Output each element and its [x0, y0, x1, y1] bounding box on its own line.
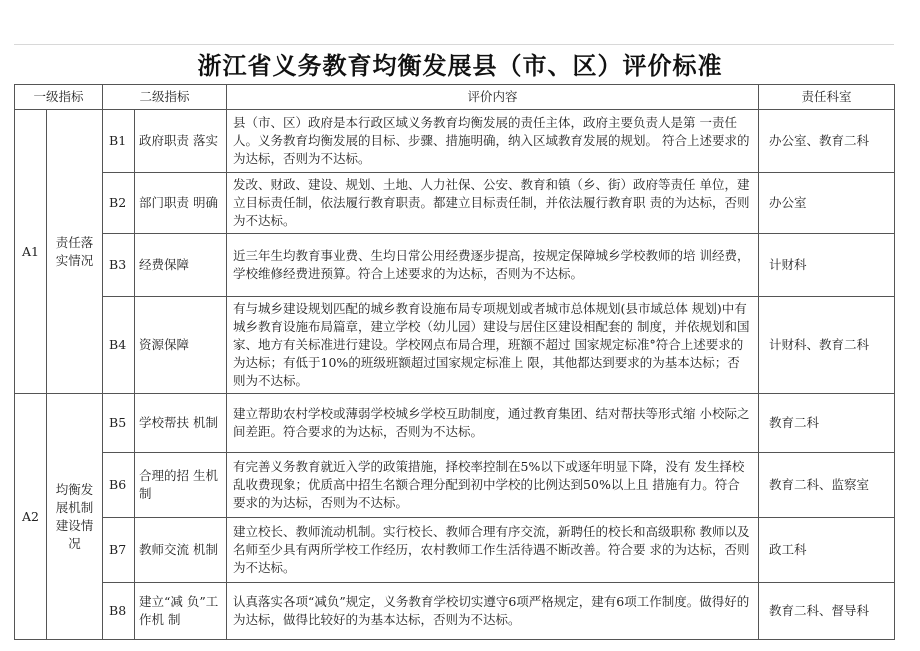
row-code: B6	[103, 453, 135, 518]
row-content: 近三年生均教育事业费、生均日常公用经费逐步提高，按规定保障城乡学校教师的培 训经费，学校维修经费进预算。符合上述要求的为达标，否则为不达标。	[227, 234, 759, 297]
row-name: 学校帮扶 机制	[135, 394, 227, 453]
row-name: 合理的招 生机制	[135, 453, 227, 518]
row-dept: 教育二科、督导科	[759, 583, 895, 640]
row-name: 部门职责 明确	[135, 173, 227, 234]
row-content: 建立帮助农村学校或薄弱学校城乡学校互助制度，通过教育集团、结对帮扶等形式缩 小校际之间差距。符合要求的为达标，否则为不达标。	[227, 394, 759, 453]
table-row	[15, 394, 895, 453]
row-code: B4	[103, 297, 135, 394]
row-code: B8	[103, 583, 135, 640]
group-name: 均衡发 展机制 建设情 况	[47, 394, 103, 640]
row-dept: 计财科、教育二科	[759, 297, 895, 394]
group-code: A2	[15, 394, 47, 640]
row-content: 县（市、区）政府是本行政区域义务教育均衡发展的责任主体，政府主要负责人是第 一责任人。义务教育均衡发展的目标、步骤、措施明确，纳入区域教育发展的规划。 符合上述要求的为达标，否则为不达标。	[227, 110, 759, 173]
header-level1: 一级指标	[15, 85, 103, 110]
row-dept: 政工科	[759, 518, 895, 583]
header-content: 评价内容	[227, 85, 759, 110]
row-content: 有完善义务教育就近入学的政策措施，择校率控制在5%以下或逐年明显下降，没有 发生择校乱收费现象；优质高中招生名额合理分配到初中学校的比例达到50%以上且 措施有力。符合要求的为达标，否则为不达标。	[227, 453, 759, 518]
row-code: B2	[103, 173, 135, 234]
row-name: 资源保障	[135, 297, 227, 394]
row-code: B1	[103, 110, 135, 173]
table-row	[15, 518, 895, 583]
table-row	[15, 453, 895, 518]
header-row	[15, 85, 895, 110]
row-code: B3	[103, 234, 135, 297]
row-dept: 教育二科	[759, 394, 895, 453]
table-row	[15, 173, 895, 234]
row-name: 政府职责 落实	[135, 110, 227, 173]
row-dept: 计财科	[759, 234, 895, 297]
row-code: B5	[103, 394, 135, 453]
header-dept: 责任科室	[759, 85, 895, 110]
group-code: A1	[15, 110, 47, 394]
row-dept: 教育二科、监察室	[759, 453, 895, 518]
table-row	[15, 234, 895, 297]
row-dept: 办公室、教育二科	[759, 110, 895, 173]
table-row	[15, 583, 895, 640]
evaluation-table	[14, 84, 895, 640]
row-content: 发改、财政、建设、规划、土地、人力社保、公安、教育和镇（乡、街）政府等责任 单位，建立目标责任制，依法履行教育职责。都建立目标责任制，并依法履行教育职 责的为达标，否则为不达标。	[227, 173, 759, 234]
row-name: 教师交流 机制	[135, 518, 227, 583]
row-name: 建立“减 负”工作机 制	[135, 583, 227, 640]
row-content: 建立校长、教师流动机制。实行校长、教师合理有序交流，新聘任的校长和高级职称 教师以及名师至少具有两所学校工作经历，农村教师工作生活待遇不断改善。符合要 求的为达标，否则为不达标。	[227, 518, 759, 583]
row-name: 经费保障	[135, 234, 227, 297]
row-dept: 办公室	[759, 173, 895, 234]
row-code: B7	[103, 518, 135, 583]
header-level2: 二级指标	[103, 85, 227, 110]
page-title: 浙江省义务教育均衡发展县（市、区）评价标准	[197, 52, 723, 80]
table-row	[15, 297, 895, 394]
row-content: 认真落实各项“减负”规定，义务教育学校切实遵守6项严格规定，建有6项工作制度。做得好的为达标，做得比较好的为基本达标，否则为不达标。	[227, 583, 759, 640]
row-content: 有与城乡建设规划匹配的城乡教育设施布局专项规划或者城市总体规划(县市域总体 规划)中有城乡教育设施布局篇章，建立学校（幼儿园）建设与居住区建设相配套的 制度，并依规划和国家、地方有关标准进行建设。学校网点布局合理，班额不超过 国家规定标准°符合上述要求的为达标；有低于10%的班级班额超过国家规定标准上 限，其他都达到要求的为基本达标；否则为不达标。	[227, 297, 759, 394]
table-row	[15, 110, 895, 173]
group-name: 责任落 实情况	[47, 110, 103, 394]
top-rule	[14, 44, 894, 45]
